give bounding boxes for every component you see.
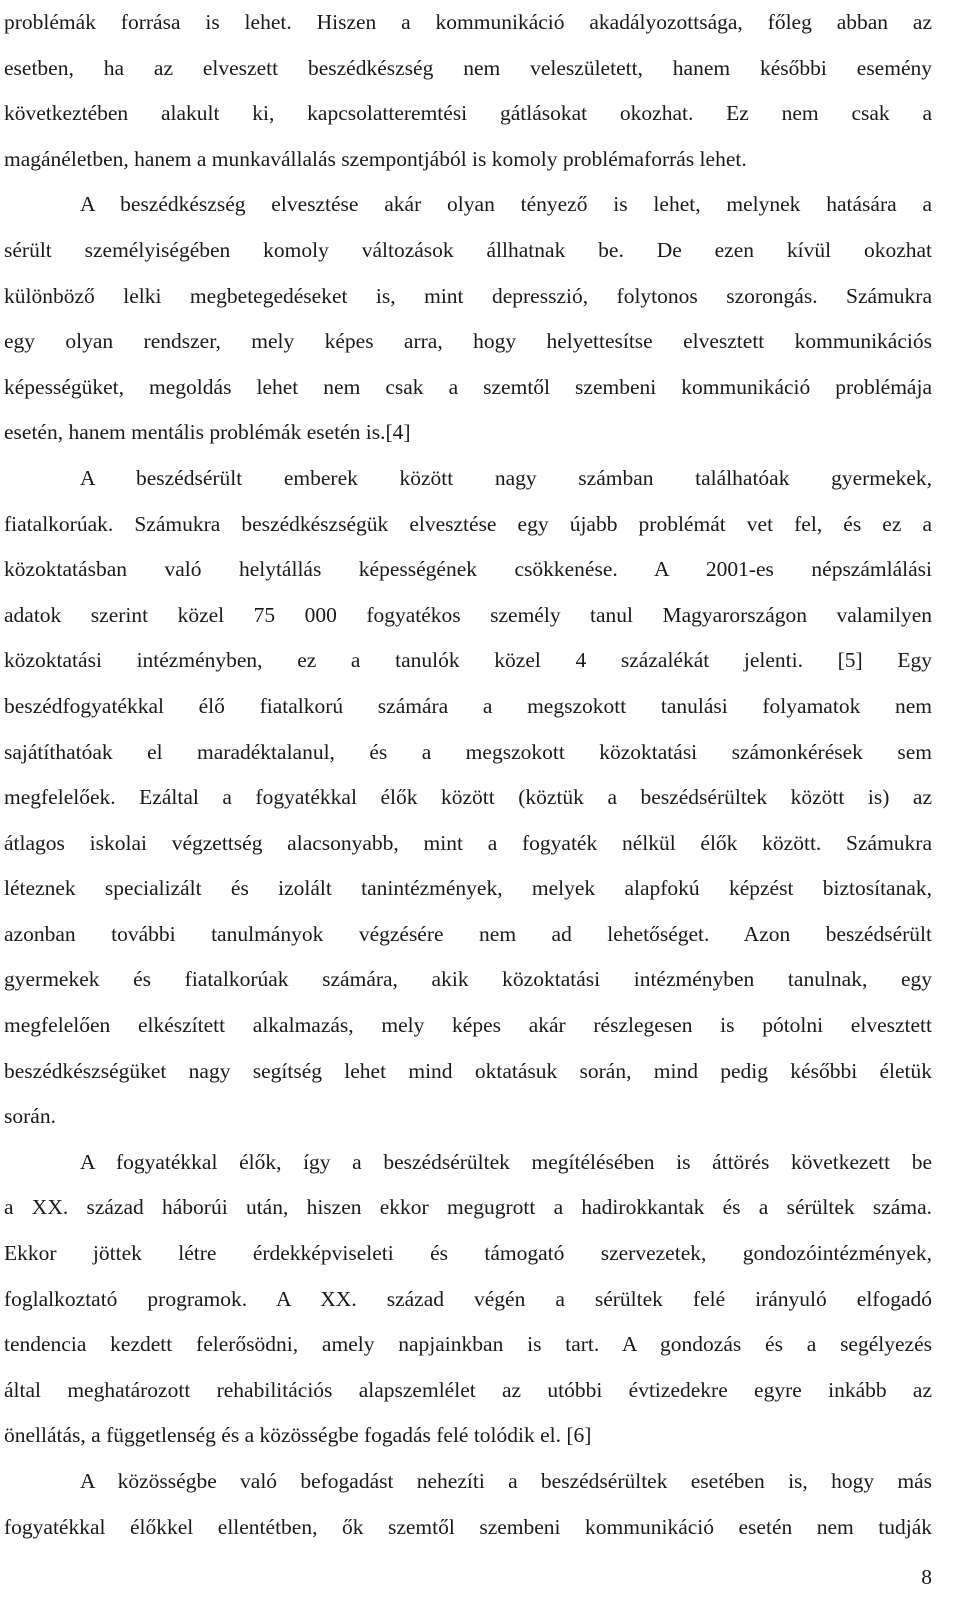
text-line: foglalkoztató programok. A XX. század végén a sérültek felé irányuló elfogadó: [4, 1286, 932, 1311]
text-line: beszédkészségüket nagy segítség lehet mind oktatásuk során, mind pedig későbbi életük: [4, 1058, 932, 1083]
text-line: esetén, hanem mentális problémák esetén is.[4]: [4, 420, 411, 445]
text-line: által meghatározott rehabilitációs alapszemlélet az utóbbi évtizedekre egyre inkább az: [4, 1377, 932, 1402]
text-line: egy olyan rendszer, mely képes arra, hogy helyettesítse elvesztett kommunikációs: [4, 329, 932, 354]
text-line: során.: [4, 1104, 56, 1129]
text-line: A beszédkészség elvesztése akár olyan tényező is lehet, melynek hatására a: [80, 192, 932, 217]
text-line: problémák forrása is lehet. Hiszen a kommunikáció akadályozottsága, főleg abban az: [4, 10, 932, 34]
text-line: A beszédsérült emberek között nagy számban találhatóak gyermekek,: [80, 465, 932, 490]
paragraph: [4, 0, 932, 182]
text-line: léteznek specializált és izolált tanintézmények, melyek alapfokú képzést biztosítanak,: [4, 876, 932, 901]
text-line: önellátás, a függetlenség és a közösségbe fogadás felé tolódik el. [6]: [4, 1423, 592, 1448]
text-line: átlagos iskolai végzettség alacsonyabb, mint a fogyaték nélkül élők között. Számukra: [4, 830, 932, 855]
text-line: gyermekek és fiatalkorúak számára, akik közoktatási intézményben tanulnak, egy: [4, 967, 932, 992]
text-line: különböző lelki megbetegedéseket is, mint depresszió, folytonos szorongás. Számukra: [4, 283, 932, 308]
text-line: közoktatási intézményben, ez a tanulók közel 4 százalékát jelenti. [5] Egy: [4, 648, 932, 673]
text-line: fogyatékkal élőkkel ellentétben, ők szemtől szembeni kommunikáció esetén nem tudják: [4, 1514, 932, 1539]
text-line: esetben, ha az elveszett beszédkészség nem veleszületett, hanem későbbi esemény: [4, 55, 932, 80]
text-line: A fogyatékkal élők, így a beszédsérültek megítélésében is áttörés következett be: [80, 1149, 932, 1174]
text-line: megfelelőek. Ezáltal a fogyatékkal élők között (köztük a beszédsérültek között is) az: [4, 785, 932, 810]
text-line: közoktatásban való helytállás képességének csökkenése. A 2001-es népszámlálási: [4, 557, 932, 582]
text-line: A közösségbe való befogadást nehezíti a beszédsérültek esetében is, hogy más: [80, 1469, 932, 1493]
text-line: beszédfogyatékkal élő fiatalkorú számára a megszokott tanulási folyamatok nem: [4, 693, 932, 718]
text-line: következtében alakult ki, kapcsolatteremtési gátlásokat okozhat. Ez nem csak a: [4, 101, 932, 126]
body-text: [4, 0, 932, 1550]
paragraph: [4, 1140, 932, 1459]
text-line: Ekkor jöttek létre érdekképviseleti és támogató szervezetek, gondozóintézmények,: [4, 1241, 932, 1266]
text-line: azonban további tanulmányok végzésére nem ad lehetőséget. Azon beszédsérült: [4, 921, 932, 946]
text-line: megfelelően elkészített alkalmazás, mely képes akár részlegesen is pótolni elvesztett: [4, 1013, 932, 1038]
text-line: sérült személyiségében komoly változások állhatnak be. De ezen kívül okozhat: [4, 237, 932, 262]
text-line: tendencia kezdett felerősödni, amely napjainkban is tart. A gondozás és a segélyezés: [4, 1332, 932, 1357]
text-line: fiatalkorúak. Számukra beszédkészségük elvesztése egy újabb problémát vet fel, és ez a: [4, 511, 932, 536]
page-number: 8: [921, 1565, 932, 1589]
text-line: sajátíthatóak el maradéktalanul, és a megszokott közoktatási számonkérések sem: [4, 739, 932, 764]
paragraph: [4, 1459, 932, 1550]
text-line: a XX. század háborúi után, hiszen ekkor megugrott a hadirokkantak és a sérültek száma.: [4, 1195, 932, 1220]
text-line: magánéletben, hanem a munkavállalás szempontjából is komoly problémaforrás lehet.: [4, 146, 747, 171]
text-line: képességüket, megoldás lehet nem csak a szemtől szembeni kommunikáció problémája: [4, 374, 932, 399]
paragraph: [4, 182, 932, 456]
text-line: adatok szerint közel 75 000 fogyatékos személy tanul Magyarországon valamilyen: [4, 602, 932, 627]
paragraph: [4, 456, 932, 1140]
